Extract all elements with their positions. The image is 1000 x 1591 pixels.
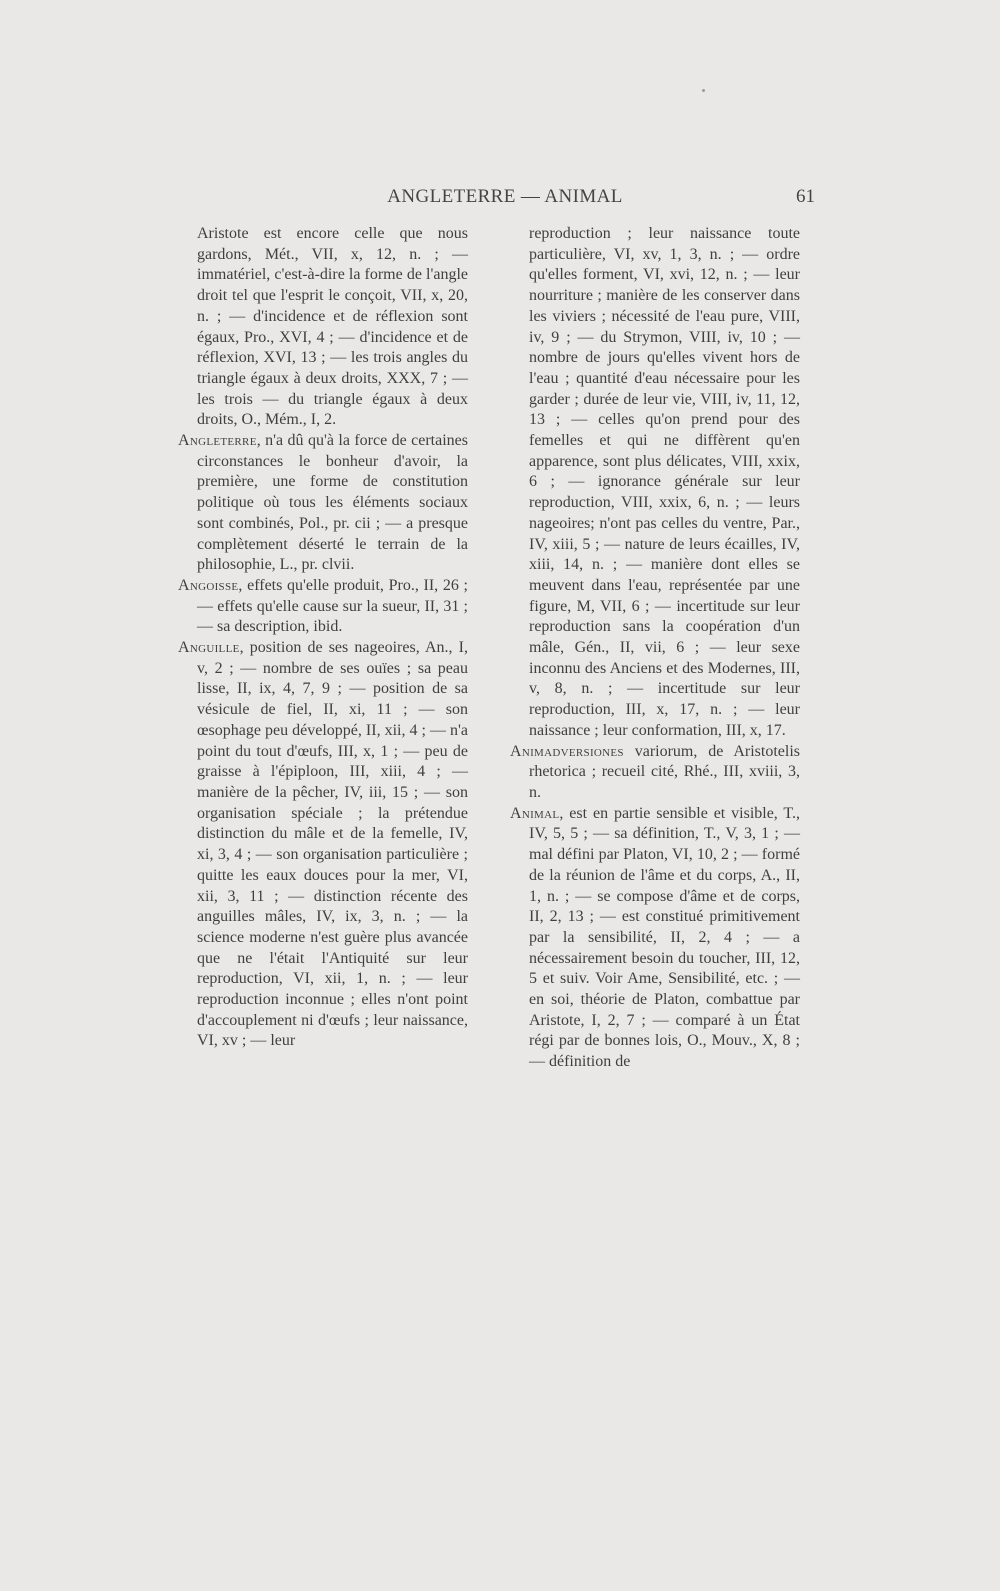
paper-speck	[702, 89, 705, 92]
entry-headword: Angleterre	[178, 432, 257, 450]
left-column	[178, 224, 468, 1052]
entry-headword: Animal	[510, 804, 560, 822]
index-entry-continued	[178, 224, 468, 431]
index-entry-animadversiones	[510, 742, 800, 804]
page-number: 61	[796, 186, 815, 207]
index-entry-angleterre	[178, 431, 468, 576]
entry-text: , position de ses nageoires, An., I, v, 2 ; — nombre de ses ouïes ; sa peau lisse, II, ix, 4, 7, 9 ; — position de sa vésicule de fiel, II, xi, 11 ; — son œsophage peu développé, II, xii, 4 ; — n'a point du tout d'œufs, III, x, 1 ; — peu de graisse à l'épiploon, III, xiii, 4 ; — manière de la pêcher, IV, iii, 15 ; — son organisation spéciale ; la prétendue distinction du mâle et de la femelle, IV, xi, 3, 4 ; — son organisation particulière ; quitte les eaux douces pour la mer, VI, xii, 3, 11 ; — distinction récente des anguilles mâles, IV, ix, 3, n. ; — la science moderne n'est guère plus avancée que ne l'était l'Antiquité sur leur reproduction, VI, xii, 1, n. ; — leur reproduction inconnue ; elles n'ont point d'accouplement ni d'œufs ; leur naissance, VI, xv ; — leur	[197, 639, 468, 1050]
index-entry-angoisse	[178, 576, 468, 638]
running-title: ANGLETERRE — ANIMAL	[387, 186, 623, 207]
entry-text: , est en partie sensible et visible, T., IV, 5, 5 ; — sa définition, T., V, 3, 1 ; — mal défini par Platon, VI, 10, 2 ; — formé de la réunion de l'âme et du corps, A., II, 1, n. ; — se compose d'âme et de corps, II, 2, 13 ; — est constitué primitivement par la sensibilité, II, 2, 4 ; — a nécessairement besoin du toucher, III, 12, 5 et suiv. Voir Ame, Sensibilité, etc. ; — en soi, théorie de Platon, combattue par Aristote, I, 2, 7 ; — comparé à un État régi par de bonnes lois, O., Mouv., X, 8 ; — définition de	[529, 804, 800, 1071]
entry-text: reproduction ; leur naissance toute particulière, VI, xv, 1, 3, n. ; — ordre qu'elles forment, VI, xvi, 12, n. ; — leur nourriture ; manière de les conserver dans les viviers ; nécessité de l'eau pure, VIII, iv, 9 ; — du Strymon, VIII, iv, 10 ; — nombre de jours qu'elles vivent hors de l'eau ; quantité d'eau nécessaire pour les garder ; durée de leur vie, VIII, iv, 11, 12, 13 ; — celles qu'on prend pour des femelles et qui ne diffèrent qu'en apparence, sont plus délicates, VIII, xxix, 6 ; — ignorance générale sur leur reproduction, VIII, xxix, 6, n. ; — leurs nageoires; n'ont pas celles du ventre, Par., IV, xiii, 5 ; — nature de leurs écailles, IV, xiii, 14, n. ; — manière dont elles se meuvent dans l'eau, représentée par une figure, M, VII, 6 ; — incertitude sur leur reproduction sans la coopération d'un mâle, Gén., II, vii, 6 ; — leur sexe inconnu des Anciens et des Modernes, III, v, 8, n. ; — incertitude sur leur reproduction, III, x, 17, n. ; — leur naissance ; leur conformation, III, x, 17.	[529, 225, 800, 739]
entry-headword: Angoisse	[178, 576, 239, 594]
index-entry-anguille	[178, 638, 468, 1052]
page-header	[195, 186, 815, 216]
entry-text: variorum, de Aristotelis rhetorica ; recueil cité, Rhé., III, xviii, 3, n.	[529, 742, 800, 801]
right-column	[510, 224, 800, 1073]
entry-text: Aristote est encore celle que nous gardons, Mét., VII, x, 12, n. ; — immatériel, c'est-à-dire la forme de l'angle droit tel que l'esprit le conçoit, VII, x, 20, n. ; — d'incidence et de réflexion sont égaux, Pro., XVI, 4 ; — d'incidence et de réflexion, XVI, 13 ; — les trois angles du triangle égaux à deux droits, XXX, 7 ; — les trois — du triangle égaux à deux droits, O., Mém., I, 2.	[197, 225, 468, 429]
entry-headword: Anguille	[178, 639, 240, 657]
entry-text: , n'a dû qu'à la force de certaines circonstances le bonheur d'avoir, la première, une forme de constitution politique où tous les éléments sociaux sont combinés, Pol., pr. cii ; — a presque complètement déserté le terrain de la philosophie, L., pr. clvii.	[197, 432, 468, 574]
index-entry-animal	[510, 804, 800, 1073]
entry-text: , effets qu'elle produit, Pro., II, 26 ; — effets qu'elle cause sur la sueur, II, 31 ; — sa description, ibid.	[197, 576, 468, 636]
index-entry-continued	[510, 224, 800, 742]
entry-headword: Animadversiones	[510, 742, 624, 760]
